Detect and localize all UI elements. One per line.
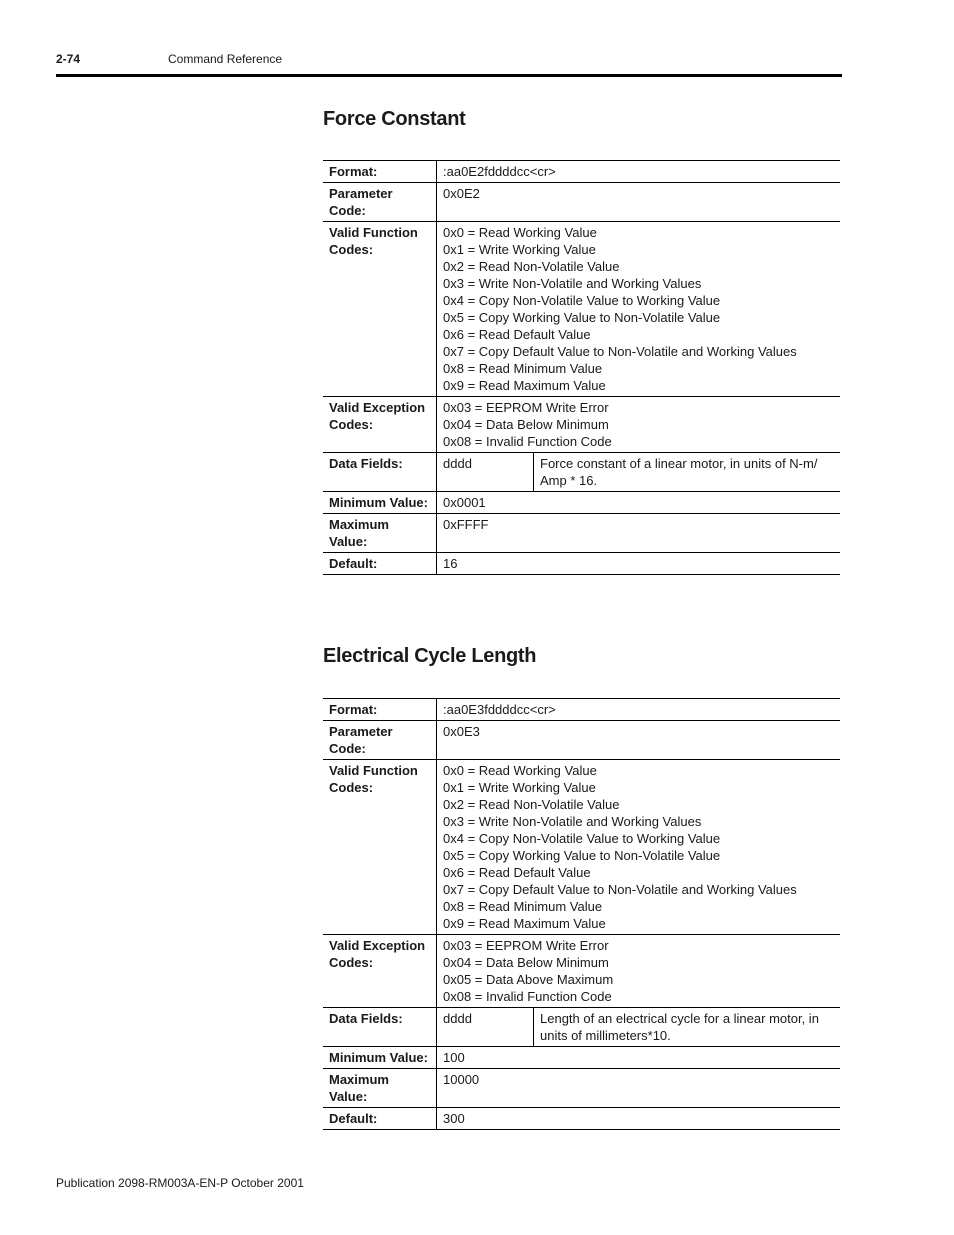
parameter-code-value: 0x0E2 — [437, 183, 841, 222]
row-data-fields — [323, 453, 840, 492]
function-code: 0x0 = Read Working Value — [443, 225, 597, 240]
row-exception-codes — [323, 397, 840, 453]
section-title: Force Constant — [323, 108, 466, 130]
data-fields-label: Data Fields: — [323, 1008, 437, 1047]
parameter-table — [323, 698, 840, 1130]
function-codes-list — [437, 760, 841, 935]
function-code: 0x5 = Copy Working Value to Non-Volatile Value — [443, 848, 721, 863]
function-code: 0x1 = Write Working Value — [443, 780, 596, 795]
exception-codes-list — [437, 935, 841, 1008]
maximum-label: Maximum Value: — [323, 1069, 437, 1108]
default-label: Default: — [323, 553, 437, 575]
parameter-code-label: Parameter Code: — [323, 721, 437, 760]
format-value: :aa0E2fddddcc<cr> — [437, 161, 841, 183]
row-format — [323, 161, 840, 183]
function-code: 0x3 = Write Non-Volatile and Working Values — [443, 276, 702, 291]
function-code: 0x9 = Read Maximum Value — [443, 916, 606, 931]
function-code: 0x7 = Copy Default Value to Non-Volatile and Working Values — [443, 344, 797, 359]
function-code: 0x5 = Copy Working Value to Non-Volatile Value — [443, 310, 721, 325]
function-codes-list — [437, 222, 841, 397]
parameter-code-value: 0x0E3 — [437, 721, 841, 760]
section-title: Electrical Cycle Length — [323, 645, 537, 667]
function-code: 0x0 = Read Working Value — [443, 763, 597, 778]
row-exception-codes — [323, 935, 840, 1008]
data-field-description: Force constant of a linear motor, in units of N-m/ Amp * 16. — [534, 453, 841, 492]
row-maximum — [323, 514, 840, 553]
function-code: 0x6 = Read Default Value — [443, 327, 591, 342]
row-parameter-code — [323, 183, 840, 222]
row-function-codes — [323, 760, 840, 935]
function-code: 0x2 = Read Non-Volatile Value — [443, 797, 620, 812]
exception-codes-label: Valid Exception Codes: — [323, 397, 437, 453]
function-code: 0x1 = Write Working Value — [443, 242, 596, 257]
minimum-label: Minimum Value: — [323, 1047, 437, 1069]
function-code: 0x4 = Copy Non-Volatile Value to Working Value — [443, 831, 721, 846]
function-code: 0x7 = Copy Default Value to Non-Volatile and Working Values — [443, 882, 797, 897]
running-title: Command Reference — [168, 52, 283, 66]
data-field-description: Length of an electrical cycle for a linear motor, in units of millimeters*10. — [534, 1008, 841, 1047]
header-rule — [56, 74, 842, 77]
default-value: 16 — [437, 553, 841, 575]
data-field-name: dddd — [437, 1008, 534, 1047]
exception-code: 0x03 = EEPROM Write Error — [443, 938, 609, 953]
maximum-label: Maximum Value: — [323, 514, 437, 553]
row-data-fields — [323, 1008, 840, 1047]
row-function-codes — [323, 222, 840, 397]
function-codes-label: Valid Function Codes: — [323, 222, 437, 397]
data-fields-label: Data Fields: — [323, 453, 437, 492]
publication-footer: Publication 2098-RM003A-EN-P October 2001 — [56, 1176, 304, 1190]
exception-codes-list — [437, 397, 841, 453]
exception-code: 0x05 = Data Above Maximum — [443, 972, 614, 987]
default-value: 300 — [437, 1108, 841, 1130]
data-field-name: dddd — [437, 453, 534, 492]
row-parameter-code — [323, 721, 840, 760]
format-value: :aa0E3fddddcc<cr> — [437, 699, 841, 721]
function-code: 0x3 = Write Non-Volatile and Working Values — [443, 814, 702, 829]
section-force-constant — [323, 108, 840, 571]
minimum-value: 0x0001 — [437, 492, 841, 514]
parameter-table — [323, 160, 840, 575]
function-code: 0x8 = Read Minimum Value — [443, 361, 603, 376]
default-label: Default: — [323, 1108, 437, 1130]
section-electrical-cycle-length — [323, 645, 840, 1126]
function-code: 0x9 = Read Maximum Value — [443, 378, 606, 393]
exception-code: 0x08 = Invalid Function Code — [443, 989, 612, 1004]
minimum-value: 100 — [437, 1047, 841, 1069]
row-default — [323, 1108, 840, 1130]
page-number: 2-74 — [56, 52, 81, 66]
function-codes-label: Valid Function Codes: — [323, 760, 437, 935]
exception-code: 0x04 = Data Below Minimum — [443, 955, 609, 970]
function-code: 0x2 = Read Non-Volatile Value — [443, 259, 620, 274]
row-minimum — [323, 1047, 840, 1069]
exception-code: 0x03 = EEPROM Write Error — [443, 400, 609, 415]
function-code: 0x6 = Read Default Value — [443, 865, 591, 880]
parameter-code-label: Parameter Code: — [323, 183, 437, 222]
row-default — [323, 553, 840, 575]
function-code: 0x8 = Read Minimum Value — [443, 899, 603, 914]
exception-codes-label: Valid Exception Codes: — [323, 935, 437, 1008]
maximum-value: 10000 — [437, 1069, 841, 1108]
exception-code: 0x04 = Data Below Minimum — [443, 417, 609, 432]
exception-code: 0x08 = Invalid Function Code — [443, 434, 612, 449]
function-code: 0x4 = Copy Non-Volatile Value to Working Value — [443, 293, 721, 308]
format-label: Format: — [323, 699, 437, 721]
format-label: Format: — [323, 161, 437, 183]
row-format — [323, 699, 840, 721]
minimum-label: Minimum Value: — [323, 492, 437, 514]
row-minimum — [323, 492, 840, 514]
row-maximum — [323, 1069, 840, 1108]
maximum-value: 0xFFFF — [437, 514, 841, 553]
